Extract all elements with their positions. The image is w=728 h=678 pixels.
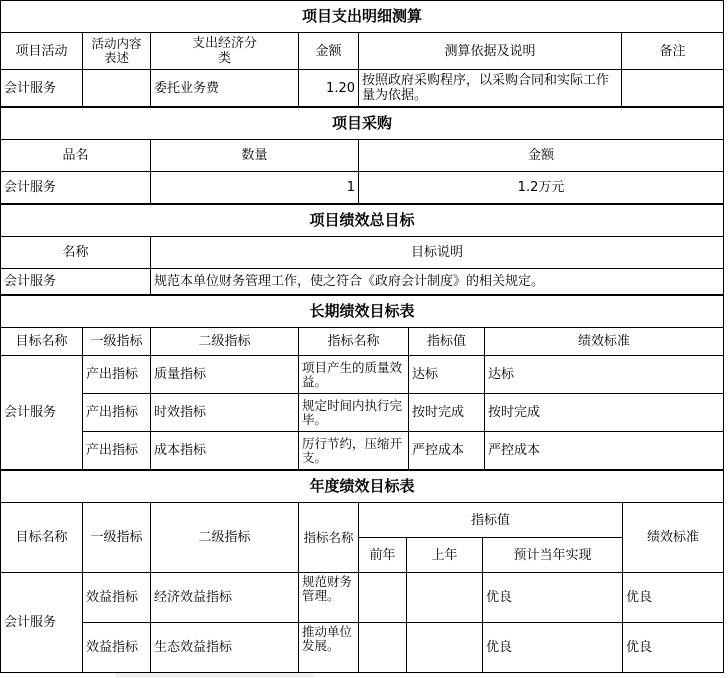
section-title: 项目采购 — [1, 108, 724, 140]
indicator-value-cell: 严控成本 — [409, 432, 485, 470]
col-header: 目标说明 — [151, 237, 724, 269]
target-name-cell: 会计服务 — [1, 356, 83, 470]
col-header: 指标名称 — [299, 503, 359, 573]
col-header: 预计当年实现 — [483, 538, 623, 573]
col-header: 目标名称 — [1, 503, 83, 573]
col-header: 指标值 — [409, 328, 485, 356]
last-year-cell — [407, 623, 483, 673]
col-header: 目标名称 — [1, 328, 83, 356]
col-header: 指标值 — [359, 503, 623, 538]
overall-goal-table — [0, 204, 724, 295]
indicator-name-cell — [299, 623, 359, 673]
col-header: 名称 — [1, 237, 151, 269]
annual-goal-table — [0, 470, 724, 673]
col-header: 指标名称 — [299, 328, 409, 356]
prev-year-cell — [359, 573, 407, 623]
col-header: 金额 — [359, 140, 724, 172]
content-cell — [83, 70, 151, 107]
goal-name-cell: 会计服务 — [1, 269, 151, 295]
level1-cell: 效益指标 — [83, 573, 151, 623]
col-header: 一级指标 — [83, 328, 151, 356]
standard-cell: 优良 — [623, 623, 724, 673]
level2-cell: 成本指标 — [151, 432, 299, 470]
col-header: 绩效标准 — [485, 328, 724, 356]
amount-cell: 1.2万元 — [359, 172, 724, 204]
prev-year-cell — [359, 623, 407, 673]
indicator-name-cell: 项目产生的质量效益。 — [299, 356, 409, 394]
col-header: 活动内容表述 — [83, 33, 151, 70]
expenditure-detail-table — [0, 0, 724, 107]
section-title: 长期绩效目标表 — [1, 296, 724, 328]
econ-class-cell: 委托业务费 — [151, 70, 299, 107]
goal-desc-cell: 规范本单位财务管理工作，使之符合《政府会计制度》的相关规定。 — [151, 269, 724, 295]
col-header: 备注 — [622, 33, 724, 70]
indicator-value-cell: 按时完成 — [409, 394, 485, 432]
amount-cell: 1.20 — [299, 70, 359, 107]
note-cell — [622, 70, 724, 107]
level1-cell: 产出指标 — [83, 432, 151, 470]
expected-cell: 优良 — [483, 573, 623, 623]
standard-cell: 优良 — [623, 573, 724, 623]
horizontal-scrollbar[interactable] — [115, 673, 315, 678]
level2-cell: 质量指标 — [151, 356, 299, 394]
activity-cell: 会计服务 — [1, 70, 83, 107]
level1-cell: 产出指标 — [83, 356, 151, 394]
level2-cell: 经济效益指标 — [151, 573, 299, 623]
level1-cell: 效益指标 — [83, 623, 151, 673]
indicator-name-cell — [299, 573, 359, 623]
section-title: 年度绩效目标表 — [1, 471, 724, 503]
col-header: 品名 — [1, 140, 151, 172]
standard-cell: 按时完成 — [485, 394, 724, 432]
indicator-name-cell: 厉行节约，压缩开支。 — [299, 432, 409, 470]
quantity-cell: 1 — [151, 172, 359, 204]
last-year-cell — [407, 573, 483, 623]
basis-cell: 按照政府采购程序，以采购合同和实际工作量为依据。 — [359, 70, 622, 107]
indicator-name-cell: 规定时间内执行完毕。 — [299, 394, 409, 432]
col-header: 二级指标 — [151, 503, 299, 573]
target-name-cell: 会计服务 — [1, 573, 83, 673]
section-title: 项目绩效总目标 — [1, 205, 724, 237]
indicator-name-text: 推动单位发展。 — [302, 625, 353, 653]
long-term-goal-table — [0, 295, 724, 470]
col-header: 一级指标 — [83, 503, 151, 573]
level1-cell: 产出指标 — [83, 394, 151, 432]
col-header: 项目活动 — [1, 33, 83, 70]
col-header: 测算依据及说明 — [359, 33, 622, 70]
procurement-table — [0, 107, 724, 204]
section-title: 项目支出明细测算 — [1, 1, 724, 33]
level2-cell: 生态效益指标 — [151, 623, 299, 673]
col-header: 绩效标准 — [623, 503, 724, 573]
col-header: 金额 — [299, 33, 359, 70]
col-header: 二级指标 — [151, 328, 299, 356]
indicator-value-cell: 达标 — [409, 356, 485, 394]
col-header: 支出经济分类 — [151, 33, 299, 70]
expected-cell: 优良 — [483, 623, 623, 673]
standard-cell: 严控成本 — [485, 432, 724, 470]
col-header: 上年 — [407, 538, 483, 573]
indicator-name-text: 规范财务管理。 — [302, 575, 353, 603]
item-name-cell: 会计服务 — [1, 172, 151, 204]
level2-cell: 时效指标 — [151, 394, 299, 432]
standard-cell: 达标 — [485, 356, 724, 394]
col-header: 数量 — [151, 140, 359, 172]
col-header: 前年 — [359, 538, 407, 573]
